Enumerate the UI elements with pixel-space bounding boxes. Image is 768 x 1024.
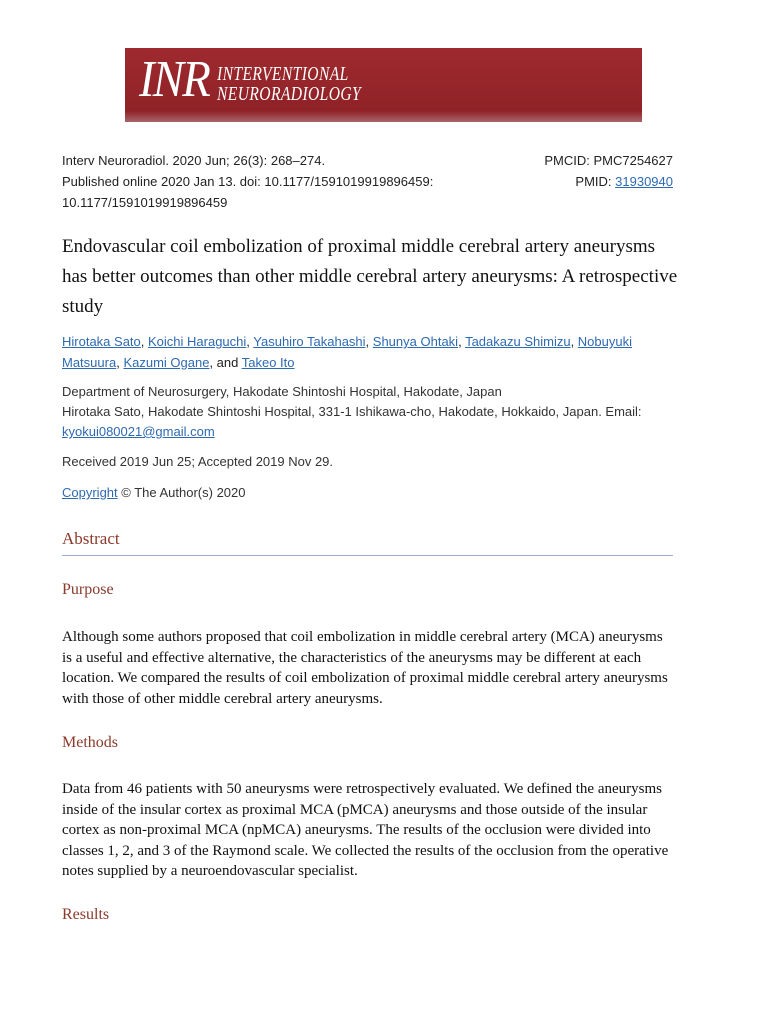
journal-logo-line1: INTERVENTIONAL	[217, 63, 349, 85]
abstract-heading: Abstract	[62, 529, 673, 556]
copyright	[62, 485, 246, 500]
author-link[interactable]: Koichi Haraguchi	[148, 334, 247, 349]
results-heading: Results	[62, 906, 110, 923]
author-separator: ,	[365, 334, 373, 349]
received-date: Received 2019 Jun 25; Accepted 2019 Nov 29.	[62, 454, 334, 469]
copyright-link[interactable]: Copyright	[62, 485, 118, 500]
affiliation	[62, 382, 682, 442]
citation: Interv Neuroradiol. 2020 Jun; 26(3): 268–274.	[62, 153, 326, 168]
author-separator: , and	[209, 355, 242, 370]
author-separator: ,	[570, 334, 578, 349]
author-list	[62, 331, 682, 373]
author-separator: ,	[116, 355, 124, 370]
published-doi: Published online 2020 Jan 13. doi: 10.1177/1591019919896459:	[62, 174, 434, 189]
author-link[interactable]: Takeo Ito	[241, 355, 295, 370]
journal-logo-abbr: INR	[139, 51, 209, 108]
methods-text: Data from 46 patients with 50 aneurysms were retrospectively evaluated. We defined the aneurysms inside of the insular cortex as proximal MCA (pMCA) aneurysms and those outside of the insular cortex as non-proximal MCA (npMCA) aneurysms. The results of the occlusion were divided into classes 1, 2, and 3 of the Raymond scale. We collected the results of the occlusion from the operative notes supplied by a neuroendovascular specialist.	[62, 781, 669, 879]
copyright-text: © The Author(s) 2020	[117, 485, 246, 500]
author-separator: ,	[140, 334, 148, 349]
pmid-wrap	[575, 171, 673, 192]
methods-heading: Methods	[62, 734, 118, 751]
article-title: Endovascular coil embolization of proximal middle cerebral artery aneurysms has better outcomes than other middle cerebral artery aneurysms: A retrospective study	[62, 236, 678, 317]
contact-text: Hirotaka Sato, Hakodate Shintoshi Hospital, 331-1 Ishikawa-cho, Hakodate, Hokkaido, Japan. Email:	[62, 404, 642, 419]
pmid-link[interactable]: 31930940	[615, 174, 673, 189]
journal-logo-name	[217, 64, 361, 104]
purpose-heading: Purpose	[62, 581, 114, 598]
email-link[interactable]: kyokui080021@gmail.com	[62, 424, 215, 439]
author-separator: ,	[458, 334, 466, 349]
author-link[interactable]: Kazumi Ogane	[123, 355, 210, 370]
journal-banner	[125, 48, 642, 122]
doi: 10.1177/1591019919896459	[62, 195, 228, 210]
pmcid: PMCID: PMC7254627	[544, 153, 673, 168]
pmid-label: PMID:	[575, 174, 616, 189]
department: Department of Neurosurgery, Hakodate Shintoshi Hospital, Hakodate, Japan	[62, 384, 502, 399]
author-separator: ,	[246, 334, 254, 349]
author-link[interactable]: Yasuhiro Takahashi	[253, 334, 366, 349]
author-link[interactable]: Shunya Ohtaki	[372, 334, 459, 349]
author-link[interactable]: Nobuyuki Matsuura	[62, 334, 632, 370]
contact-line	[62, 402, 682, 442]
journal-logo-line2: NEURORADIOLOGY	[217, 83, 362, 105]
purpose-text: Although some authors proposed that coil embolization in middle cerebral artery (MCA) aneurysms is a useful and effective alternative, the characteristics of the aneurysms may be different at each location. We compared the results of coil embolization of proximal middle cerebral artery aneurysms with those of other middle cerebral artery aneurysms.	[62, 629, 668, 707]
author-link[interactable]: Hirotaka Sato	[62, 334, 141, 349]
citation-meta	[62, 150, 673, 213]
author-link[interactable]: Tadakazu Shimizu	[465, 334, 571, 349]
